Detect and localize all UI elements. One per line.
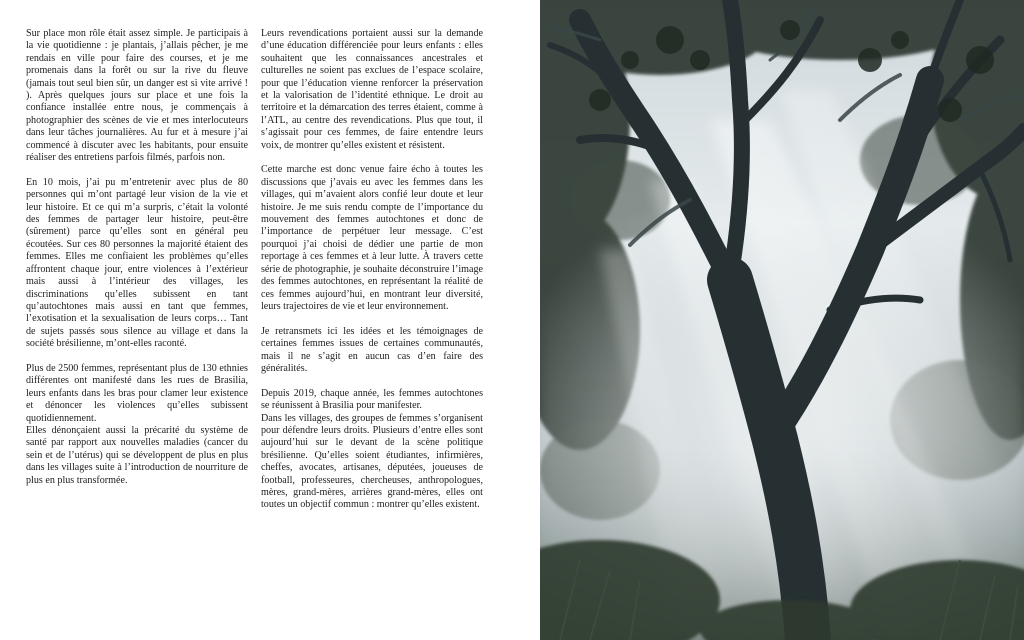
- right-paragraph-2: Cette marche est donc venue faire écho à toutes les discussions que j’avais eu avec les femmes dans les villages, qui m’avaient alors confié leur doute et leur histoire. Je me suis rendu compte de l’importance du mouvement des femmes autochtones et donc de l’importance de perpétuer leur message. C’est pourquoi j’ai choisi de dédier une partie de mon reportage à ces femmes et à leur lutte. À travers cette série de photographie, je souhaite déconstruire l’image des femmes autochtones, en représentant la réalité de ces femmes aujourd’hui, en montrant leur diversité, leurs trajectoires de vie et leur environnement.: [261, 164, 483, 312]
- right-text-column: [261, 28, 483, 524]
- left-paragraph-1: Sur place mon rôle était assez simple. Je participais à la vie quotidienne : je plantais, j’allais pêcher, je me rendais en ville pour faire des courses, et je me promenais dans la forêt ou sur la rive du fleuve (jamais tout seul bien sûr, un danger est si vite arrivé ! ). Après quelques jours sur place et une fois la confiance installée entre nous, je commençais à photographier des scènes de vie et mes interlocuteurs dans leur tâches journalières. Au fur et à mesure j’ai commencé à discuter avec les habitants, pour ensuite réaliser des entretiens parfois filmés, parfois non.: [26, 28, 248, 164]
- right-paragraph-1: Leurs revendications portaient aussi sur la demande d’une éducation différenciée pour leurs enfants : elles souhaitent que les connaissances ancestrales et culturelles ne soient pas exclues de l’espace scolaire, pour que l’éducation vienne renforcer la préservation et la valorisation de l’identité ethnique. Le droit au territoire et la démarcation des terres étaient, comme à l’ATL, au centre des revendications. Plus que tout, il s’agissait pour ces femmes, de faire entendre leurs voix, de montrer qu’elles existent et résistent.: [261, 28, 483, 151]
- right-paragraph-5: Dans les villages, des groupes de femmes s’organisent pour défendre leurs droits. Plusieurs d’entre elles sont aujourd’hui sur le devant de la scène politique brésilienne. Qu’elles soient étudiantes, infirmières, cheffes, avocates, artisanes, députées, joueuses de football, professeures, chercheuses, anthropologues, mères, grand-mères, arrières grand-mères, elles ont toutes un objectif commun : montrer qu’elles existent.: [261, 412, 483, 511]
- left-paragraph-4: Elles dénonçaient aussi la précarité du système de santé par rapport aux nouvelles maladies (cancer du sein et de l’utérus) qui se développent de plus en plus dans les villages suite à l’introduction de nourriture de plus en plus transformée.: [26, 424, 248, 486]
- tree-in-misty-forest-image: [540, 0, 1024, 640]
- left-paragraph-3: Plus de 2500 femmes, représentant plus de 130 ethnies différentes ont manifesté dans les rues de Brasilia, leurs enfants dans les bras pour clamer leur existence et dénoncer les violences qu’elles subissent quotidiennement.: [26, 362, 248, 424]
- right-paragraph-4: Depuis 2019, chaque année, les femmes autochtones se réunissent à Brasilia pour manifester.: [261, 387, 483, 412]
- forest-tree-photo: [540, 0, 1024, 640]
- left-paragraph-2: En 10 mois, j’ai pu m’entretenir avec plus de 80 personnes qui m’ont partagé leur vision de la vie et leur histoire. Et ce qui m’a surpris, c’était la volonté des femmes de partager leur histoire, peut-être (sûrement) parce qu’elles sont en général peu écoutées. Sur ces 80 personnes la majorité étaient des femmes. Elles me confiaient les problèmes qu’elles affrontent chaque jour, entre violences à l’extérieur mais aussi à l’intérieur des villages, les discriminations qu’elles subissent en tant qu’autochtones mais aussi en tant que femmes, l’exotisation et la sexualisation de leurs corps… Tant de sujets passés sous silence au village et dans la société brésilienne, m’ont-elles raconté.: [26, 176, 248, 350]
- left-text-column: [26, 28, 248, 499]
- right-paragraph-3: Je retransmets ici les idées et les témoignages de certaines femmes issues de certaines communautés, mais il ne s’agit en aucun cas d’en faire des généralités.: [261, 325, 483, 374]
